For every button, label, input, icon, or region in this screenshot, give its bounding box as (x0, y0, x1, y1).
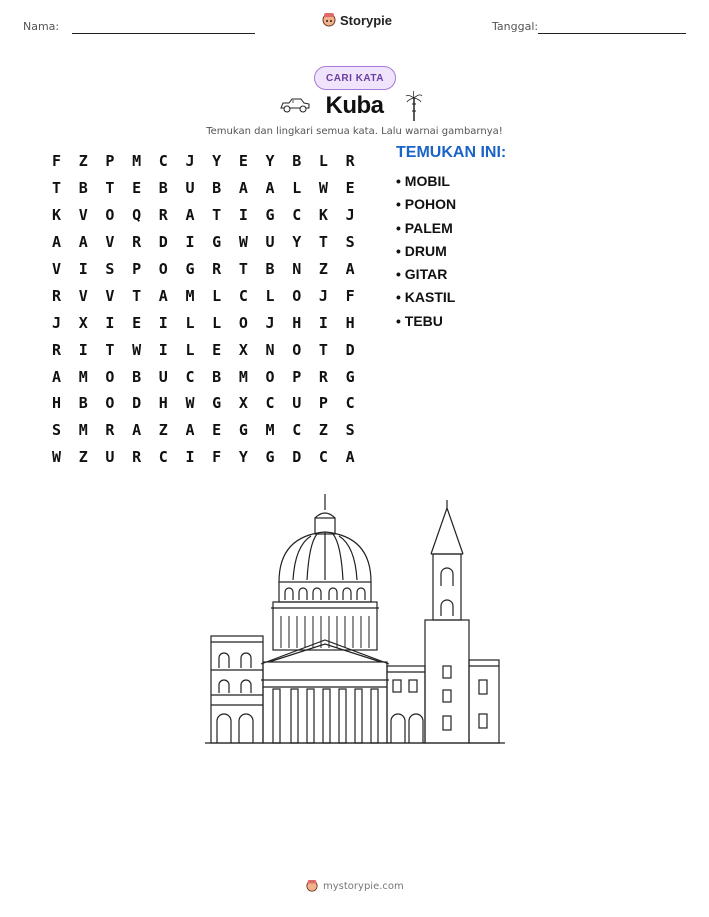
grid-cell[interactable]: I (78, 340, 88, 359)
grid-cell[interactable]: I (318, 313, 328, 332)
grid-cell[interactable]: K (318, 206, 328, 225)
grid-cell[interactable]: M (78, 421, 88, 440)
grid-cell[interactable]: H (345, 313, 355, 332)
grid-cell[interactable]: I (185, 233, 195, 252)
grid-cell[interactable]: E (345, 179, 355, 198)
grid-cell[interactable]: S (52, 421, 62, 440)
grid-cell[interactable]: L (185, 340, 195, 359)
grid-cell[interactable]: E (212, 421, 222, 440)
grid-cell[interactable]: T (52, 179, 62, 198)
grid-cell[interactable]: Z (78, 152, 88, 171)
grid-cell[interactable]: X (78, 313, 88, 332)
grid-cell[interactable]: L (292, 179, 302, 198)
grid-cell[interactable]: Y (265, 152, 275, 171)
grid-cell[interactable]: B (292, 152, 302, 171)
grid-cell[interactable]: X (238, 340, 248, 359)
grid-cell[interactable]: V (78, 206, 88, 225)
word-list (396, 170, 456, 333)
brand-logo (322, 12, 392, 28)
storypie-logo-icon (322, 12, 336, 28)
grid-cell[interactable]: J (52, 313, 62, 332)
grid-cell[interactable]: Z (318, 421, 328, 440)
grid-cell[interactable]: B (158, 179, 168, 198)
word-list-heading: TEMUKAN INI: (396, 144, 507, 161)
grid-cell[interactable]: D (132, 394, 142, 413)
grid-cell[interactable]: T (132, 286, 142, 305)
grid-cell[interactable]: G (212, 233, 222, 252)
grid-cell[interactable]: S (105, 260, 115, 278)
grid-cell[interactable]: F (212, 448, 222, 467)
grid-cell[interactable]: O (105, 394, 115, 413)
grid-cell[interactable]: S (345, 421, 355, 440)
grid-cell[interactable]: G (345, 367, 355, 386)
grid-cell[interactable]: Y (212, 152, 222, 171)
grid-cell[interactable]: C (185, 367, 195, 386)
grid-cell[interactable]: B (212, 179, 222, 198)
grid-cell[interactable]: C (158, 152, 168, 171)
word-list-item: • DRUM (396, 242, 447, 259)
grid-cell[interactable]: T (105, 340, 115, 359)
grid-cell[interactable]: D (292, 448, 302, 467)
grid-cell[interactable]: T (318, 233, 328, 252)
grid-cell[interactable]: C (292, 421, 302, 440)
grid-cell[interactable]: A (52, 367, 62, 386)
grid-cell[interactable]: T (318, 340, 328, 359)
grid-cell[interactable]: H (52, 394, 62, 413)
grid-cell[interactable]: J (318, 286, 328, 305)
grid-cell[interactable]: M (185, 286, 195, 305)
grid-cell[interactable]: M (78, 367, 88, 386)
grid-cell[interactable]: I (158, 313, 168, 332)
grid-cell[interactable]: N (292, 260, 302, 278)
grid-cell[interactable]: Y (292, 233, 302, 252)
name-line[interactable] (72, 33, 255, 34)
grid-cell[interactable]: R (52, 286, 62, 305)
word-list-item: • TEBU (396, 312, 443, 329)
grid-cell[interactable]: L (212, 286, 222, 305)
sugarcane-icon (404, 90, 424, 122)
grid-cell[interactable]: V (105, 233, 115, 252)
name-label: Nama: (23, 20, 60, 33)
grid-cell[interactable]: C (158, 448, 168, 467)
grid-cell[interactable]: T (238, 260, 248, 278)
grid-cell[interactable]: G (212, 394, 222, 413)
grid-cell[interactable]: A (78, 233, 88, 252)
grid-cell[interactable]: O (265, 367, 275, 386)
grid-cell[interactable]: L (318, 152, 328, 171)
grid-cell[interactable]: P (292, 367, 302, 386)
grid-cell[interactable]: M (132, 152, 142, 171)
grid-cell[interactable]: A (345, 260, 355, 278)
storypie-logo-icon (306, 879, 318, 893)
grid-cell[interactable]: U (105, 448, 115, 467)
grid-cell[interactable]: C (318, 448, 328, 467)
grid-cell[interactable]: R (52, 340, 62, 359)
grid-cell[interactable]: P (132, 260, 142, 278)
grid-cell[interactable]: R (345, 152, 355, 171)
grid-cell[interactable]: W (52, 448, 62, 467)
grid-cell[interactable]: X (238, 394, 248, 413)
grid-cell[interactable]: O (105, 367, 115, 386)
grid-cell[interactable]: J (265, 313, 275, 332)
grid-cell[interactable]: P (318, 394, 328, 413)
grid-cell[interactable]: A (185, 206, 195, 225)
grid-cell[interactable]: V (52, 260, 62, 278)
grid-cell[interactable]: R (105, 421, 115, 440)
grid-cell[interactable]: G (185, 260, 195, 278)
grid-cell[interactable]: J (185, 152, 195, 171)
grid-cell[interactable]: O (158, 260, 168, 278)
grid-cell[interactable]: O (105, 206, 115, 225)
grid-cell[interactable]: G (265, 206, 275, 225)
grid-cell[interactable]: L (212, 313, 222, 332)
grid-cell[interactable]: A (345, 448, 355, 467)
grid-cell[interactable]: U (158, 367, 168, 386)
grid-cell[interactable]: O (238, 313, 248, 332)
grid-cell[interactable]: U (185, 179, 195, 198)
grid-cell[interactable]: E (238, 152, 248, 171)
grid-cell[interactable]: E (212, 340, 222, 359)
grid-cell[interactable]: A (185, 421, 195, 440)
grid-cell[interactable]: H (158, 394, 168, 413)
grid-cell[interactable]: Y (238, 448, 248, 467)
word-list-item: • PALEM (396, 219, 453, 236)
grid-cell[interactable]: G (265, 448, 275, 467)
grid-cell[interactable]: A (132, 421, 142, 440)
grid-cell[interactable]: I (105, 313, 115, 332)
grid-cell[interactable]: I (185, 448, 195, 467)
grid-cell[interactable]: W (132, 340, 142, 359)
grid-cell[interactable]: S (345, 233, 355, 252)
grid-cell[interactable]: I (238, 206, 248, 225)
grid-cell[interactable]: C (238, 286, 248, 305)
word-list-item: • MOBIL (396, 173, 450, 189)
grid-cell[interactable]: F (52, 152, 62, 171)
grid-cell[interactable]: B (132, 367, 142, 386)
grid-cell[interactable]: F (345, 286, 355, 305)
grid-cell[interactable]: R (132, 448, 142, 467)
grid-cell[interactable]: E (132, 179, 142, 198)
grid-cell[interactable]: A (52, 233, 62, 252)
grid-cell[interactable]: V (105, 286, 115, 305)
grid-cell[interactable]: U (292, 394, 302, 413)
word-list-item: • GITAR (396, 266, 448, 283)
footer (306, 879, 404, 893)
grid-cell[interactable]: P (105, 152, 115, 171)
date-line[interactable] (538, 33, 686, 34)
grid-cell[interactable]: Z (78, 448, 88, 467)
grid-cell[interactable]: R (318, 367, 328, 386)
grid-cell[interactable]: A (265, 179, 275, 198)
word-search-grid (48, 148, 368, 471)
category-badge: CARI KATA (314, 66, 396, 90)
grid-cell[interactable]: I (78, 260, 88, 278)
grid-cell[interactable]: B (265, 260, 275, 278)
grid-cell[interactable]: T (212, 206, 222, 225)
grid-cell[interactable]: I (158, 340, 168, 359)
grid-cell[interactable]: L (185, 313, 195, 332)
grid-cell[interactable]: C (265, 394, 275, 413)
grid-cell[interactable]: C (292, 206, 302, 225)
grid-cell[interactable]: A (158, 286, 168, 305)
capitol-building-illustration (203, 490, 507, 746)
grid-cell[interactable]: Z (318, 260, 328, 278)
word-list-item: • POHON (396, 196, 457, 213)
grid-cell[interactable]: O (292, 286, 302, 305)
grid-cell[interactable]: T (105, 179, 115, 198)
brand-name: Storypie (340, 12, 393, 28)
grid-cell[interactable]: N (265, 340, 275, 359)
grid-cell[interactable]: R (158, 206, 168, 225)
grid-cell[interactable]: K (52, 206, 62, 225)
date-label: Tanggal: (492, 20, 539, 33)
grid-cell[interactable]: H (292, 313, 302, 332)
grid-cell[interactable]: C (345, 394, 355, 413)
grid-cell[interactable]: J (345, 206, 355, 225)
grid-cell[interactable]: Q (132, 206, 142, 225)
grid-cell[interactable]: O (292, 340, 302, 359)
grid-cell[interactable]: D (345, 340, 355, 359)
grid-cell[interactable]: W (318, 179, 328, 198)
grid-cell[interactable]: W (185, 394, 195, 413)
grid-cell[interactable]: G (238, 421, 248, 440)
grid-cell[interactable]: U (265, 233, 275, 252)
grid-cell[interactable]: L (265, 286, 275, 305)
grid-cell[interactable]: V (78, 286, 88, 305)
grid-cell[interactable]: B (212, 367, 222, 386)
instructions: Temukan dan lingkari semua kata. Lalu warnai gambarnya! (206, 126, 503, 137)
grid-cell[interactable]: Z (158, 421, 168, 440)
grid-cell[interactable]: A (238, 179, 248, 198)
grid-cell[interactable]: W (238, 233, 248, 252)
footer-url[interactable]: mystorypie.com (323, 880, 404, 892)
word-list-item: • KASTIL (396, 289, 456, 306)
grid-cell[interactable]: D (158, 233, 168, 252)
grid-cell[interactable]: B (78, 179, 88, 198)
grid-cell[interactable]: R (132, 233, 142, 252)
grid-cell[interactable]: R (212, 260, 222, 278)
grid-cell[interactable]: E (132, 313, 142, 332)
grid-cell[interactable]: M (238, 367, 248, 386)
grid-cell[interactable]: M (265, 421, 275, 440)
page-title: Kuba (325, 92, 384, 119)
grid-cell[interactable]: B (78, 394, 88, 413)
